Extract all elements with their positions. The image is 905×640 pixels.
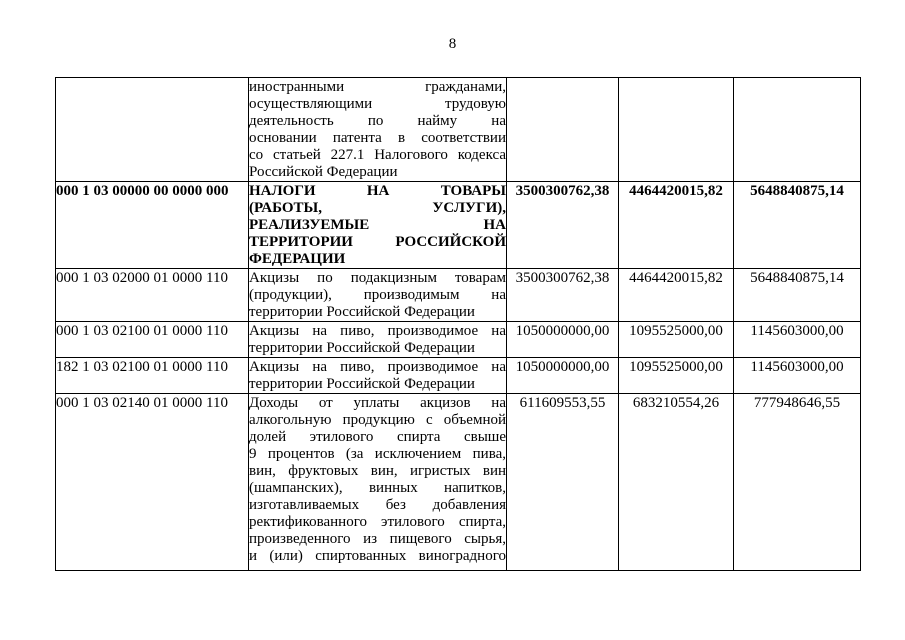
description-line: (шампанских), винных напитков,	[249, 480, 506, 496]
description-line: Акцизы на пиво, производимое на	[249, 323, 506, 339]
value-cell-2: 4464420015,82	[619, 269, 734, 322]
value-cell-1	[507, 78, 619, 182]
description-line: РЕАЛИЗУЕМЫЕ НА	[249, 217, 506, 233]
table-row	[56, 358, 861, 394]
value-cell-1: 1050000000,00	[507, 322, 619, 358]
code-cell: 182 1 03 02100 01 0000 110	[56, 358, 249, 394]
value-cell-2: 683210554,26	[619, 394, 734, 571]
code-cell	[56, 78, 249, 182]
value-cell-1: 1050000000,00	[507, 358, 619, 394]
description-line: (продукции), производимым на	[249, 287, 506, 303]
value-cell-1: 3500300762,38	[507, 182, 619, 269]
value-cell-2: 1095525000,00	[619, 322, 734, 358]
page-number: 8	[448, 36, 457, 52]
value-cell-3: 5648840875,14	[734, 182, 861, 269]
table-row	[56, 78, 861, 182]
description-line: (РАБОТЫ, УСЛУГИ),	[249, 200, 506, 216]
revenue-table	[55, 77, 861, 571]
value-cell-3: 777948646,55	[734, 394, 861, 571]
value-cell-3: 5648840875,14	[734, 269, 861, 322]
table-row	[56, 322, 861, 358]
table-row	[56, 182, 861, 269]
description-line: произведенного из пищевого сырья,	[249, 531, 506, 547]
description-cell	[249, 269, 507, 322]
value-cell-3: 1145603000,00	[734, 322, 861, 358]
description-line: алкогольную продукцию с объемной	[249, 412, 506, 428]
value-cell-2: 4464420015,82	[619, 182, 734, 269]
description-line: со статьей 227.1 Налогового кодекса	[249, 147, 506, 163]
description-cell	[249, 394, 507, 571]
value-cell-1: 3500300762,38	[507, 269, 619, 322]
description-line: территории Российской Федерации	[249, 304, 475, 320]
description-cell	[249, 78, 507, 182]
description-line: Российской Федерации	[249, 164, 398, 180]
code-cell: 000 1 03 02000 01 0000 110	[56, 269, 249, 322]
description-line: осуществляющими трудовую	[249, 96, 506, 112]
description-line: основании патента в соответствии	[249, 130, 506, 146]
description-line: ФЕДЕРАЦИИ	[249, 251, 346, 267]
code-cell: 000 1 03 02140 01 0000 110	[56, 394, 249, 571]
description-line: НАЛОГИ НА ТОВАРЫ	[249, 183, 506, 199]
description-line: деятельность по найму на	[249, 113, 506, 129]
description-line: Доходы от уплаты акцизов на	[249, 395, 506, 411]
value-cell-3: 1145603000,00	[734, 358, 861, 394]
table-row	[56, 394, 861, 571]
description-cell	[249, 322, 507, 358]
code-cell: 000 1 03 00000 00 0000 000	[56, 182, 249, 269]
description-line: иностранными гражданами,	[249, 79, 506, 95]
description-cell	[249, 358, 507, 394]
description-line: и (или) спиртованных виноградного	[249, 548, 506, 564]
description-line: ректификованного этилового спирта,	[249, 514, 506, 530]
description-line: вин, фруктовых вин, игристых вин	[249, 463, 506, 479]
description-cell	[249, 182, 507, 269]
description-line: территории Российской Федерации	[249, 376, 475, 392]
description-line: 9 процентов (за исключением пива,	[249, 446, 506, 462]
value-cell-1: 611609553,55	[507, 394, 619, 571]
description-line: территории Российской Федерации	[249, 340, 475, 356]
value-cell-3	[734, 78, 861, 182]
value-cell-2	[619, 78, 734, 182]
description-line: Акцизы по подакцизным товарам	[249, 270, 506, 286]
description-line: ТЕРРИТОРИИ РОССИЙСКОЙ	[249, 234, 506, 250]
value-cell-2: 1095525000,00	[619, 358, 734, 394]
code-cell: 000 1 03 02100 01 0000 110	[56, 322, 249, 358]
description-line: изготавливаемых без добавления	[249, 497, 506, 513]
table-row	[56, 269, 861, 322]
description-line: Акцизы на пиво, производимое на	[249, 359, 506, 375]
description-line: долей этилового спирта свыше	[249, 429, 506, 445]
